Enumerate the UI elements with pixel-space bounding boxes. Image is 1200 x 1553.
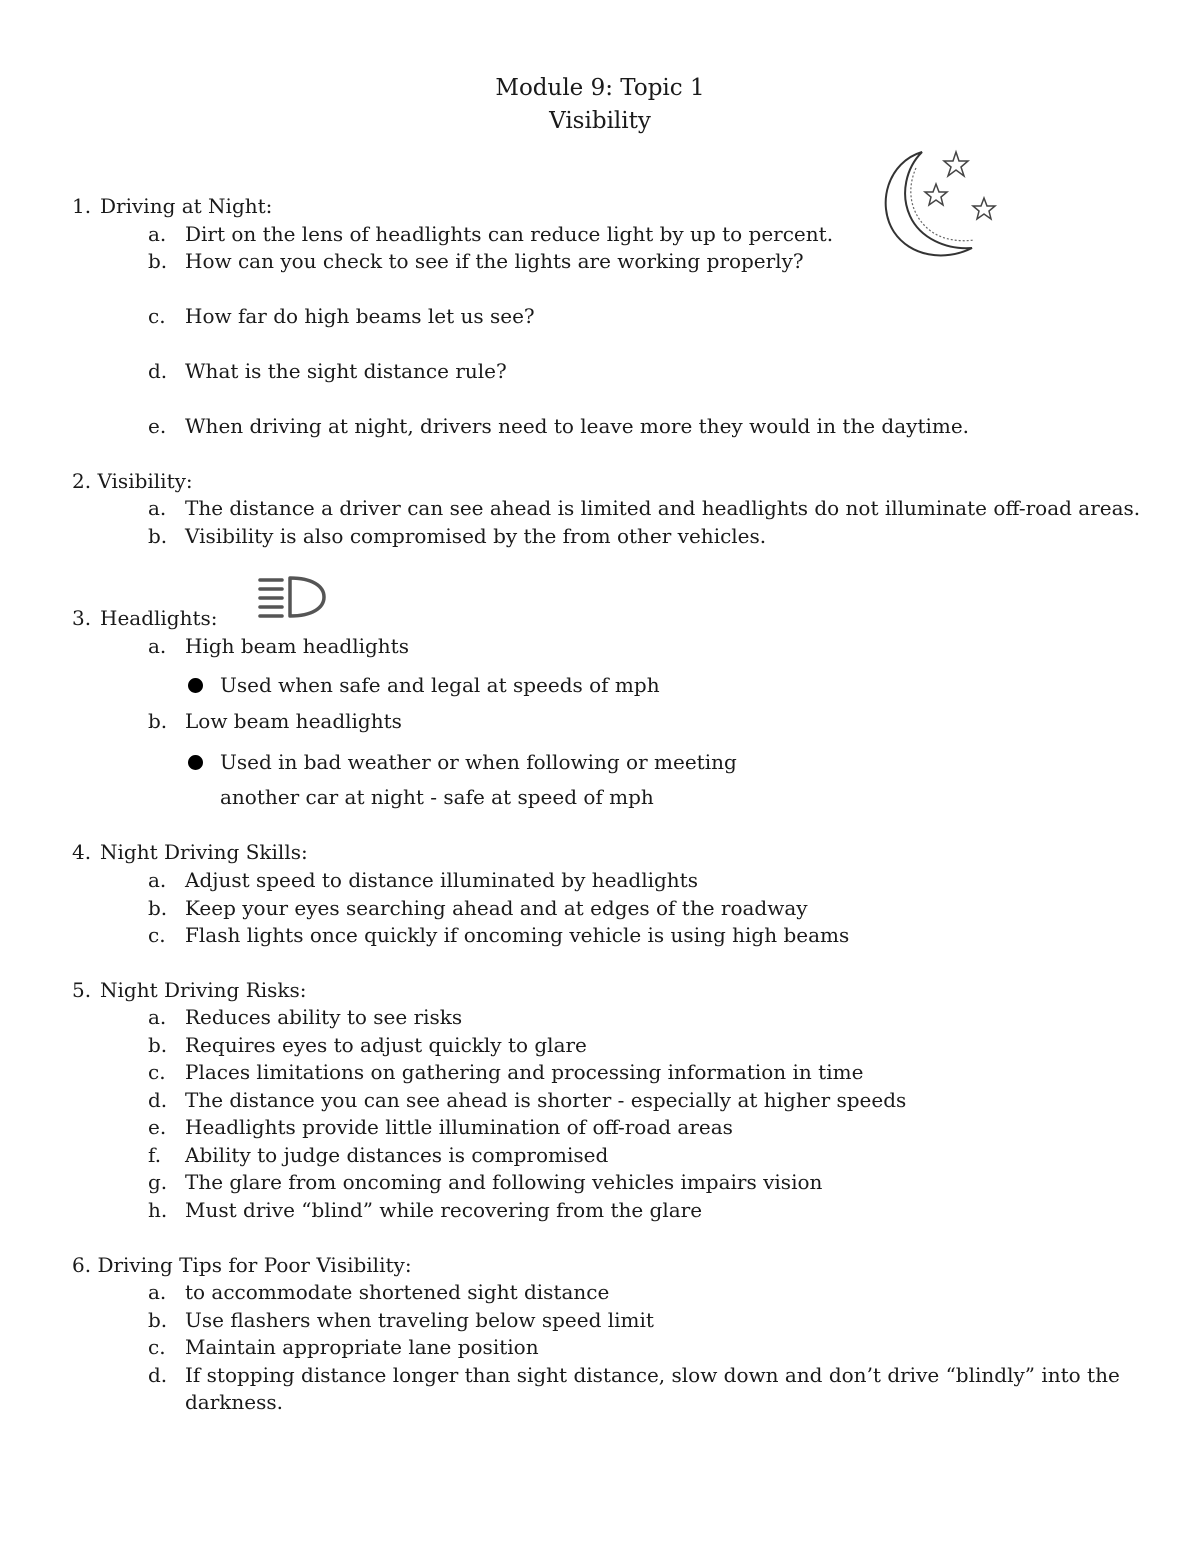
section-3-item-a-bullet: Used when safe and legal at speeds of mph	[220, 673, 660, 697]
section-6-item-c: c. Maintain appropriate lane position	[148, 1335, 539, 1359]
section-6-item-d: d. If stopping distance longer than sight distance, slow down and don’t drive “blindly” into the	[148, 1363, 1120, 1387]
section-1-item-a: a. Dirt on the lens of headlights can reduce light by up to percent.	[148, 222, 834, 246]
section-2-item-a: a. The distance a driver can see ahead is limited and headlights do not illuminate off-road areas.	[148, 496, 1141, 520]
module-title: Module 9: Topic 1	[495, 75, 705, 101]
section-5-item-a: a. Reduces ability to see risks	[148, 1005, 463, 1029]
section-2-item-b: b. Visibility is also compromised by the from other vehicles.	[148, 524, 767, 548]
section-3-item-b-bullet-line-1: Used in bad weather or when following or meeting	[220, 750, 737, 774]
section-3-heading: 3. Headlights:	[72, 606, 218, 630]
section-5-item-c: c. Places limitations on gathering and processing information in time	[148, 1060, 864, 1084]
bullet-dot	[188, 755, 203, 770]
bullet-dot	[188, 678, 203, 693]
section-6-item-a: a. to accommodate shortened sight distance	[148, 1280, 610, 1304]
section-4-item-c: c. Flash lights once quickly if oncoming vehicle is using high beams	[148, 923, 850, 947]
section-1-item-c: c. How far do high beams let us see?	[148, 304, 535, 328]
section-1-heading: 1. Driving at Night:	[72, 194, 273, 218]
section-1-item-d: d. What is the sight distance rule?	[148, 359, 507, 383]
section-5-item-d: d. The distance you can see ahead is shorter - especially at higher speeds	[148, 1088, 907, 1112]
section-5-item-f: f. Ability to judge distances is compromised	[148, 1143, 609, 1167]
high-beam-headlight-icon	[256, 574, 328, 620]
section-3-item-b: b. Low beam headlights	[148, 709, 402, 733]
section-3-item-a: a. High beam headlights	[148, 634, 409, 658]
section-5-item-e: e. Headlights provide little illumination of off-road areas	[148, 1115, 733, 1139]
section-6-item-b: b. Use flashers when traveling below speed limit	[148, 1308, 654, 1332]
moon-stars-icon	[876, 146, 1000, 266]
section-4-item-a: a. Adjust speed to distance illuminated by headlights	[148, 868, 698, 892]
section-4-heading: 4. Night Driving Skills:	[72, 840, 308, 864]
section-6-item-d-continued: darkness.	[185, 1390, 284, 1414]
section-1-item-e: e. When driving at night, drivers need to leave more they would in the daytime.	[148, 414, 970, 438]
section-1-item-b: b. How can you check to see if the lights are working properly?	[148, 249, 804, 273]
section-5-heading: 5. Night Driving Risks:	[72, 978, 307, 1002]
section-5-item-b: b. Requires eyes to adjust quickly to glare	[148, 1033, 587, 1057]
section-4-item-b: b. Keep your eyes searching ahead and at edges of the roadway	[148, 896, 808, 920]
section-3-item-b-bullet-line-2: another car at night - safe at speed of mph	[220, 785, 654, 809]
section-6-heading: 6. Driving Tips for Poor Visibility:	[72, 1253, 412, 1277]
section-2-heading: 2. Visibility:	[72, 469, 193, 493]
section-5-item-h: h. Must drive “blind” while recovering from the glare	[148, 1198, 703, 1222]
topic-title: Visibility	[549, 108, 651, 134]
section-5-item-g: g. The glare from oncoming and following vehicles impairs vision	[148, 1170, 823, 1194]
